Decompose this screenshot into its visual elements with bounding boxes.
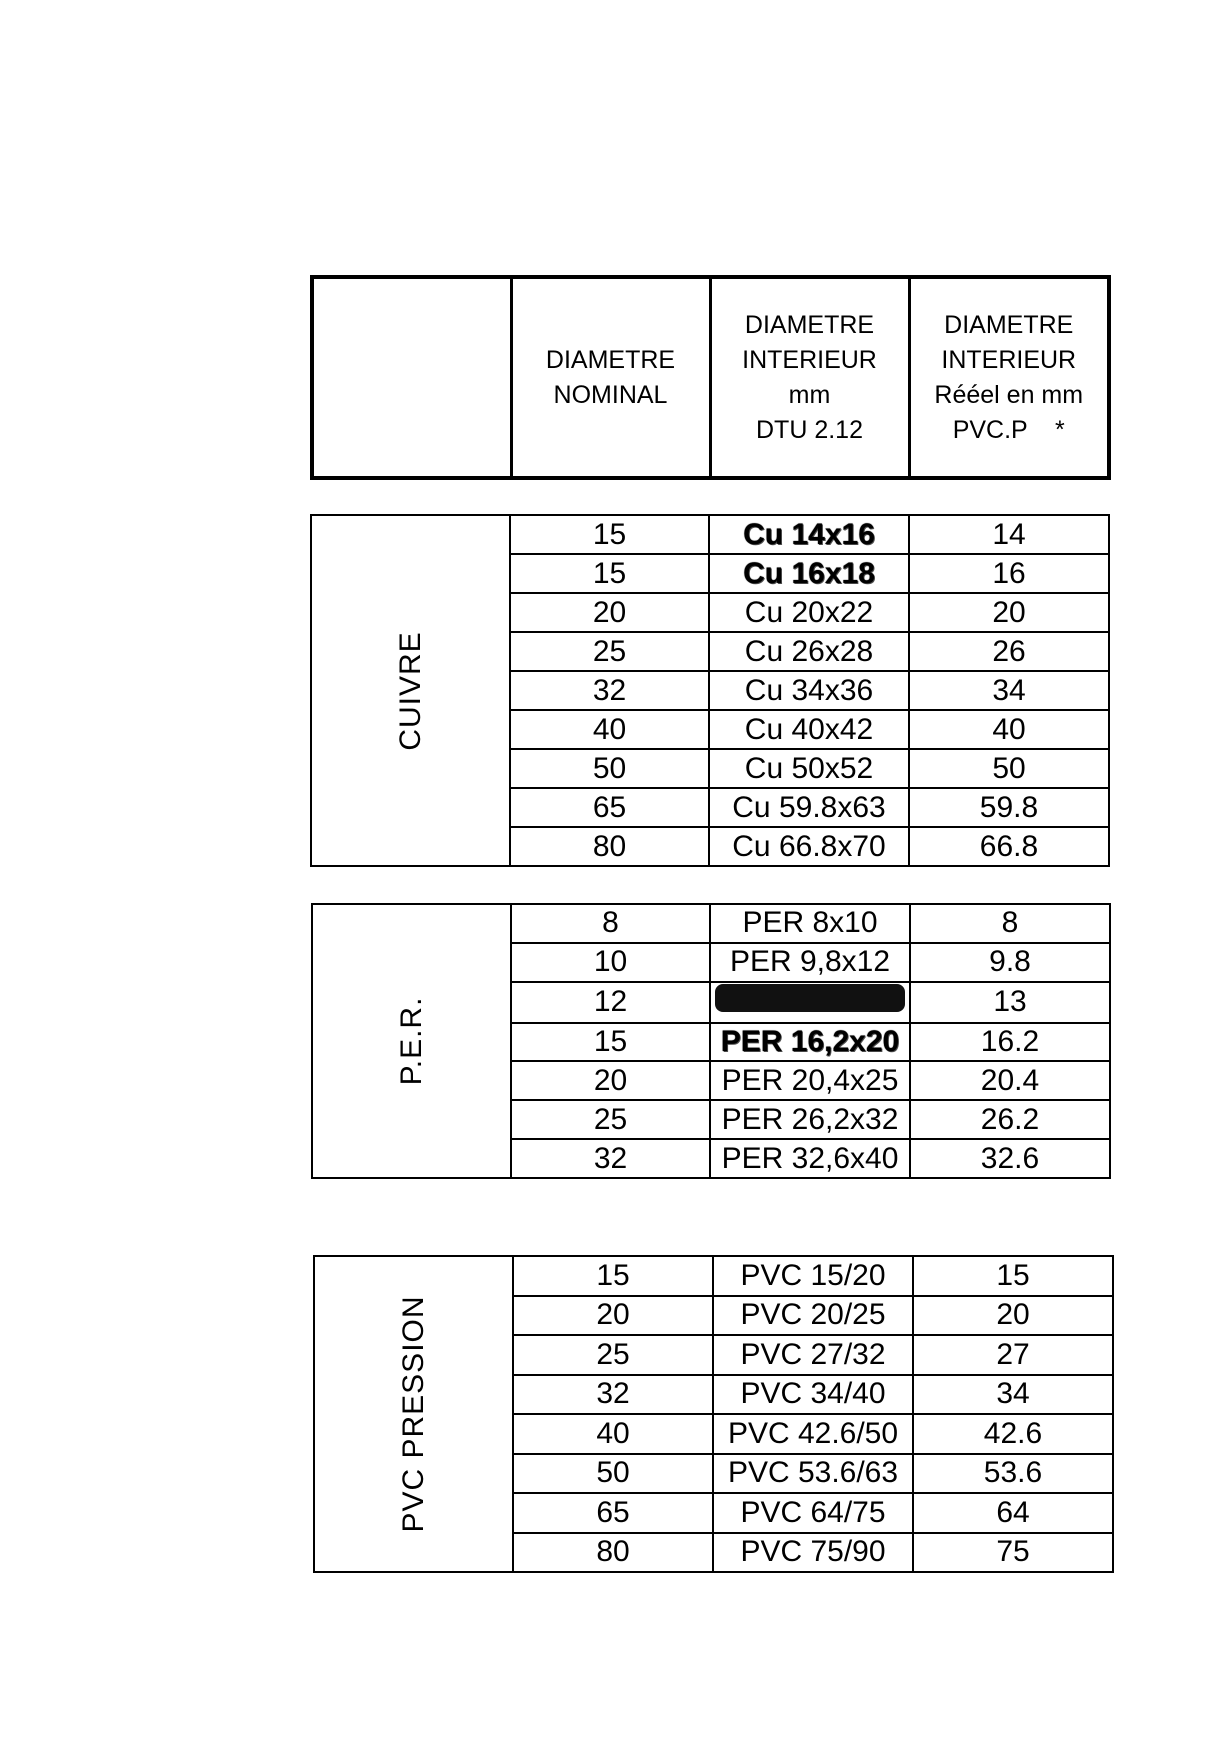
dtu-cell-redacted <box>710 982 910 1023</box>
dtu-cell: PVC 42.6/50 <box>713 1414 913 1454</box>
dtu-cell: PER 20,4x25 <box>710 1061 910 1100</box>
nominal-cell: 65 <box>510 788 709 827</box>
group-label-cell <box>314 1256 513 1572</box>
nominal-cell: 15 <box>511 1023 710 1062</box>
group-label-cell <box>311 515 510 866</box>
reel-cell: 14 <box>909 515 1109 554</box>
nominal-cell: 15 <box>510 554 709 593</box>
dtu-cell: PVC 27/32 <box>713 1335 913 1375</box>
header-line: DIAMETRE <box>545 345 676 374</box>
nominal-cell: 40 <box>513 1414 713 1454</box>
pvc-pression-table <box>313 1255 1114 1573</box>
header-table <box>310 275 1111 480</box>
dtu-cell: Cu 16x18 <box>709 554 909 593</box>
reel-cell: 8 <box>910 904 1110 943</box>
dtu-cell: Cu 40x42 <box>709 710 909 749</box>
dtu-cell: PER 9,8x12 <box>710 943 910 982</box>
table-row <box>314 1256 1113 1296</box>
dtu-cell: PER 32,6x40 <box>710 1139 910 1178</box>
reel-cell: 53.6 <box>913 1454 1113 1494</box>
dtu-cell: PER 26,2x32 <box>710 1100 910 1139</box>
group-label-cuivre: CUIVRE <box>393 630 427 751</box>
nominal-cell: 80 <box>513 1533 713 1573</box>
nominal-cell: 25 <box>513 1335 713 1375</box>
nominal-cell: 15 <box>513 1256 713 1296</box>
reel-cell: 66.8 <box>909 827 1109 866</box>
header-diametre-interieur-dtu <box>710 277 909 478</box>
reel-cell: 20 <box>913 1296 1113 1336</box>
header-line: PVC.P * <box>952 415 1065 444</box>
dtu-cell: PVC 64/75 <box>713 1493 913 1533</box>
reel-cell: 75 <box>913 1533 1113 1573</box>
header-line: DIAMETRE <box>944 310 1074 339</box>
reel-cell: 26.2 <box>910 1100 1110 1139</box>
header-line: Rééel en mm <box>934 380 1084 409</box>
table-row <box>311 515 1109 554</box>
header-line: INTERIEUR <box>941 345 1077 374</box>
reel-cell: 32.6 <box>910 1139 1110 1178</box>
nominal-cell: 15 <box>510 515 709 554</box>
dtu-cell: Cu 14x16 <box>709 515 909 554</box>
redaction-mark <box>715 984 905 1012</box>
header-empty-cell <box>312 277 511 478</box>
header-line: DTU 2.12 <box>756 415 863 444</box>
header-line: mm <box>788 380 831 409</box>
cuivre-table <box>310 514 1110 867</box>
group-label-cell <box>312 904 511 1178</box>
reel-cell: 59.8 <box>909 788 1109 827</box>
dtu-cell: Cu 34x36 <box>709 671 909 710</box>
reel-cell: 50 <box>909 749 1109 788</box>
nominal-cell: 32 <box>511 1139 710 1178</box>
table-row <box>312 904 1110 943</box>
nominal-cell: 50 <box>513 1454 713 1494</box>
header-line: NOMINAL <box>553 380 668 409</box>
reel-cell: 20 <box>909 593 1109 632</box>
dtu-cell: Cu 20x22 <box>709 593 909 632</box>
dtu-cell: PVC 75/90 <box>713 1533 913 1573</box>
nominal-cell: 65 <box>513 1493 713 1533</box>
per-table <box>311 903 1111 1179</box>
nominal-cell: 25 <box>511 1100 710 1139</box>
reel-cell: 15 <box>913 1256 1113 1296</box>
dtu-cell: PVC 53.6/63 <box>713 1454 913 1494</box>
reel-cell: 16.2 <box>910 1023 1110 1062</box>
header-line: DIAMETRE <box>744 310 875 339</box>
dtu-cell: PER 8x10 <box>710 904 910 943</box>
nominal-cell: 20 <box>511 1061 710 1100</box>
group-label-per: P.E.R. <box>394 996 428 1086</box>
reel-cell: 42.6 <box>913 1414 1113 1454</box>
dtu-cell: PVC 20/25 <box>713 1296 913 1336</box>
nominal-cell: 20 <box>510 593 709 632</box>
dtu-cell: PVC 34/40 <box>713 1375 913 1415</box>
nominal-cell: 32 <box>510 671 709 710</box>
header-diametre-nominal <box>511 277 710 478</box>
reel-cell: 40 <box>909 710 1109 749</box>
header-line: INTERIEUR <box>742 345 877 374</box>
dtu-cell: Cu 50x52 <box>709 749 909 788</box>
reel-cell: 26 <box>909 632 1109 671</box>
group-label-pvc-pression: PVC PRESSION <box>396 1295 430 1533</box>
dtu-cell: Cu 59.8x63 <box>709 788 909 827</box>
nominal-cell: 50 <box>510 749 709 788</box>
nominal-cell: 8 <box>511 904 710 943</box>
dtu-cell: Cu 66.8x70 <box>709 827 909 866</box>
reel-cell: 20.4 <box>910 1061 1110 1100</box>
nominal-cell: 40 <box>510 710 709 749</box>
reel-cell: 64 <box>913 1493 1113 1533</box>
nominal-cell: 20 <box>513 1296 713 1336</box>
nominal-cell: 25 <box>510 632 709 671</box>
reel-cell: 13 <box>910 982 1110 1023</box>
nominal-cell: 32 <box>513 1375 713 1415</box>
reel-cell: 34 <box>913 1375 1113 1415</box>
reel-cell: 27 <box>913 1335 1113 1375</box>
dtu-cell: PVC 15/20 <box>713 1256 913 1296</box>
nominal-cell: 10 <box>511 943 710 982</box>
dtu-cell: Cu 26x28 <box>709 632 909 671</box>
reel-cell: 16 <box>909 554 1109 593</box>
header-diametre-interieur-reel <box>909 277 1109 478</box>
dtu-cell: PER 16,2x20 <box>710 1023 910 1062</box>
nominal-cell: 12 <box>511 982 710 1023</box>
nominal-cell: 80 <box>510 827 709 866</box>
reel-cell: 34 <box>909 671 1109 710</box>
reel-cell: 9.8 <box>910 943 1110 982</box>
header-row <box>312 277 1109 478</box>
